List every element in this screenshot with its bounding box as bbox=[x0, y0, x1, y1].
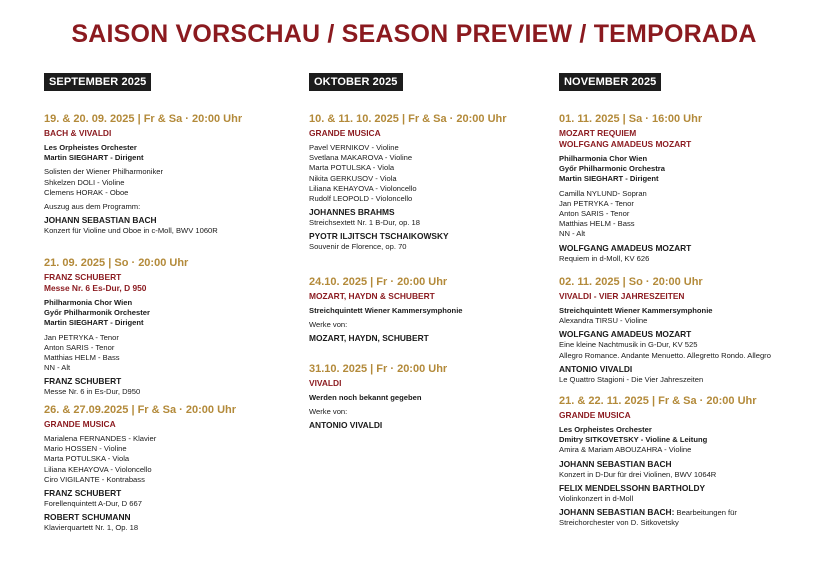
work-title: Klavierquartett Nr. 1, Op. 18 bbox=[44, 523, 139, 533]
performer-line: Martin SIEGHART - Dirigent bbox=[44, 318, 144, 328]
work-title: Streichorchester von D. Sitkovetsky bbox=[559, 518, 679, 528]
performer-line: Matthias HELM - Bass bbox=[44, 353, 120, 363]
performer-line: Clemens HORAK - Oboe bbox=[44, 187, 129, 197]
performer-line: Anton SARIS - Tenor bbox=[44, 342, 115, 352]
performer-line: Pavel VERNIKOV - Violine bbox=[309, 143, 399, 152]
composer-name bbox=[559, 507, 819, 518]
event-date: 26. & 27.09.2025 | Fr & Sa · 20:00 Uhr bbox=[44, 404, 237, 416]
work-suffix: Bearbeitungen für bbox=[674, 508, 737, 518]
composer-text: ROBERT SCHUMANN bbox=[44, 512, 131, 523]
performer-line: Alexandra TIRSU - Violine bbox=[559, 316, 648, 326]
performer-line: Philharmonia Chor Wien bbox=[44, 298, 133, 307]
work-title: Streichsextett Nr. 1 B-Dur, op. 18 bbox=[309, 218, 421, 228]
event-date: 02. 11. 2025 | So · 20:00 Uhr bbox=[559, 276, 703, 288]
composer-name bbox=[559, 459, 819, 470]
work-title: Messe Nr. 6 in Es-Dur, D950 bbox=[44, 387, 141, 397]
performer-line: Rudolf LEOPOLD - Violoncello bbox=[309, 194, 413, 204]
performer-line: Streichquintett Wiener Kammersymphonie bbox=[559, 306, 713, 315]
composer-name bbox=[44, 488, 284, 499]
composer-name bbox=[309, 333, 541, 344]
program-title: VIVALDI bbox=[309, 378, 342, 388]
month-header-wrap bbox=[44, 72, 284, 91]
performer-line: Shkelzen DOLI - Violine bbox=[44, 177, 125, 187]
program-title: WOLFGANG AMADEUS MOZART bbox=[559, 139, 692, 149]
composer-name bbox=[309, 420, 541, 431]
month-label: NOVEMBER 2025 bbox=[559, 73, 661, 91]
performer-line: Marialena FERNANDES - Klavier bbox=[44, 434, 157, 443]
composer-text: FRANZ SCHUBERT bbox=[44, 488, 122, 499]
composer-text: WOLFGANG AMADEUS MOZART bbox=[559, 242, 692, 253]
composer-text: JOHANN SEBASTIAN BACH bbox=[559, 458, 672, 469]
performer-line: Solisten der Wiener Philharmoniker bbox=[44, 167, 164, 177]
performer-line: Győr Philharmonik Orchester bbox=[44, 308, 150, 318]
event-date: 31.10. 2025 | Fr · 20:00 Uhr bbox=[309, 363, 448, 375]
composer-name bbox=[559, 329, 819, 340]
work-title: Eine kleine Nachtmusik in G-Dur, KV 525 bbox=[559, 340, 698, 350]
work-title: Forellenquintett A-Dur, D 667 bbox=[44, 499, 142, 509]
performer-line: Marta POTULSKA - Viola bbox=[44, 454, 130, 464]
work-title: Konzert für Violine und Oboe in c-Moll, BWV 1060R bbox=[44, 226, 218, 236]
program-title: GRANDE MUSICA bbox=[44, 419, 116, 429]
month-header-wrap bbox=[559, 72, 819, 91]
event-date: 21. 09. 2025 | So · 20:00 Uhr bbox=[44, 257, 189, 269]
performer-line: Philharmonia Chor Wien bbox=[559, 154, 648, 163]
program-title: MOZART REQUIEM bbox=[559, 128, 637, 138]
performer-line: Dmitry SITKOVETSKY - Violine & Leitung bbox=[559, 435, 708, 445]
performer-line: Mario HOSSEN - Violine bbox=[44, 444, 127, 454]
composer-text: MOZART, HAYDN, SCHUBERT bbox=[309, 333, 429, 344]
program-title: GRANDE MUSICA bbox=[309, 128, 381, 138]
performer-line: Martin SIEGHART - Dirigent bbox=[44, 153, 144, 163]
performer-line: Les Orpheistes Orchester bbox=[44, 143, 137, 152]
month-header-wrap bbox=[309, 72, 541, 91]
event-block bbox=[559, 275, 819, 385]
composer-text: ANTONIO VIVALDI bbox=[559, 363, 633, 374]
performer-line: Liliana KEHAYOVA - Violoncello bbox=[309, 183, 417, 193]
event-block bbox=[309, 275, 541, 344]
composer-text: JOHANN SEBASTIAN BACH: bbox=[559, 507, 675, 518]
work-title: Allegro Romance. Andante Menuetto. Allegretto Rondo. Allegro bbox=[559, 350, 771, 360]
column-october bbox=[309, 72, 541, 431]
event-date: 21. & 22. 11. 2025 | Fr & Sa · 20:00 Uhr bbox=[559, 395, 757, 407]
composer-name bbox=[559, 243, 819, 254]
performer-line: Les Orpheistes Orchester bbox=[559, 425, 652, 434]
work-title: Requiem in d-Moll, KV 626 bbox=[559, 253, 650, 263]
event-block bbox=[559, 112, 819, 264]
composer-text: FELIX MENDELSSOHN BARTHOLDY bbox=[559, 482, 706, 493]
composer-text: WOLFGANG AMADEUS MOZART bbox=[559, 329, 692, 340]
performer-line: NN - Alt bbox=[44, 363, 71, 373]
event-date: 19. & 20. 09. 2025 | Fr & Sa · 20:00 Uhr bbox=[44, 113, 243, 125]
performer-line: Nikita GERKUSOV - Viola bbox=[309, 173, 397, 183]
performer-line: Győr Philharmonic Orchestra bbox=[559, 164, 665, 174]
performer-line: Streichquintett Wiener Kammersymphonie bbox=[309, 306, 463, 315]
performer-line: Camilla NYLUND- Sopran bbox=[559, 188, 647, 198]
composer-name bbox=[559, 483, 819, 494]
performer-line: Martin SIEGHART - Dirigent bbox=[559, 174, 659, 184]
performer-line: Werke von: bbox=[309, 320, 348, 330]
composer-name bbox=[44, 376, 284, 387]
composer-name bbox=[309, 231, 541, 242]
composer-text: ANTONIO VIVALDI bbox=[309, 420, 383, 431]
composer-text: PYOTR ILJITSCH TSCHAIKOWSKY bbox=[309, 231, 449, 242]
work-title: Konzert in D-Dur für drei Violinen, BWV 1064R bbox=[559, 469, 717, 479]
performer-line: Jan PETRYKA - Tenor bbox=[559, 198, 634, 208]
performer-line: Werke von: bbox=[309, 407, 348, 417]
month-label: OKTOBER 2025 bbox=[309, 73, 403, 91]
performer-line: Jan PETRYKA - Tenor bbox=[44, 332, 119, 342]
performer-line: NN - Alt bbox=[559, 229, 586, 239]
program-title: VIVALDI - VIER JAHRESZEITEN bbox=[559, 291, 685, 301]
event-block bbox=[44, 403, 284, 533]
page-title: SAISON VORSCHAU / SEASON PREVIEW / TEMPORADA bbox=[71, 20, 757, 48]
performer-line: Matthias HELM - Bass bbox=[559, 219, 635, 229]
composer-text: JOHANNES BRAHMS bbox=[309, 207, 395, 218]
composer-name bbox=[44, 215, 284, 226]
event-date: 10. & 11. 10. 2025 | Fr & Sa · 20:00 Uhr bbox=[309, 113, 507, 125]
performer-line: Anton SARIS - Tenor bbox=[559, 209, 630, 219]
program-title: MOZART, HAYDN & SCHUBERT bbox=[309, 291, 435, 301]
performer-line: Liliana KEHAYOVA - Violoncello bbox=[44, 464, 152, 474]
program-title: Messe Nr. 6 Es-Dur, D 950 bbox=[44, 283, 147, 293]
composer-name bbox=[559, 364, 819, 375]
event-block bbox=[44, 256, 284, 398]
program-title: BACH & VIVALDI bbox=[44, 128, 112, 138]
work-title: Souvenir de Florence, op. 70 bbox=[309, 242, 407, 252]
performer-line: Marta POTULSKA - Viola bbox=[309, 163, 395, 173]
column-september bbox=[44, 72, 284, 533]
composer-text: JOHANN SEBASTIAN BACH bbox=[44, 215, 157, 226]
column-november bbox=[559, 72, 819, 528]
event-block bbox=[309, 112, 541, 253]
performer-line: Ciro VIGILANTE - Kontrabass bbox=[44, 474, 145, 484]
composer-name bbox=[44, 512, 284, 523]
program-title: GRANDE MUSICA bbox=[559, 410, 631, 420]
work-title: Le Quattro Stagioni - Die Vier Jahreszeiten bbox=[559, 374, 704, 384]
performer-line: Werden noch bekannt gegeben bbox=[309, 393, 422, 402]
program-title: FRANZ SCHUBERT bbox=[44, 272, 122, 282]
composer-name bbox=[309, 207, 541, 218]
performer-line: Auszug aus dem Programm: bbox=[44, 202, 141, 212]
event-block bbox=[44, 112, 284, 236]
performer-line: Svetlana MAKAROVA - Violine bbox=[309, 153, 413, 163]
event-date: 24.10. 2025 | Fr · 20:00 Uhr bbox=[309, 276, 448, 288]
work-title: Violinkonzert in d-Moll bbox=[559, 493, 634, 503]
composer-text: FRANZ SCHUBERT bbox=[44, 376, 122, 387]
event-date: 01. 11. 2025 | Sa · 16:00 Uhr bbox=[559, 113, 703, 125]
performer-line: Amira & Mariam ABOUZAHRA - Violine bbox=[559, 445, 692, 455]
event-block bbox=[309, 362, 541, 431]
month-label: SEPTEMBER 2025 bbox=[44, 73, 151, 91]
event-block bbox=[559, 394, 819, 528]
